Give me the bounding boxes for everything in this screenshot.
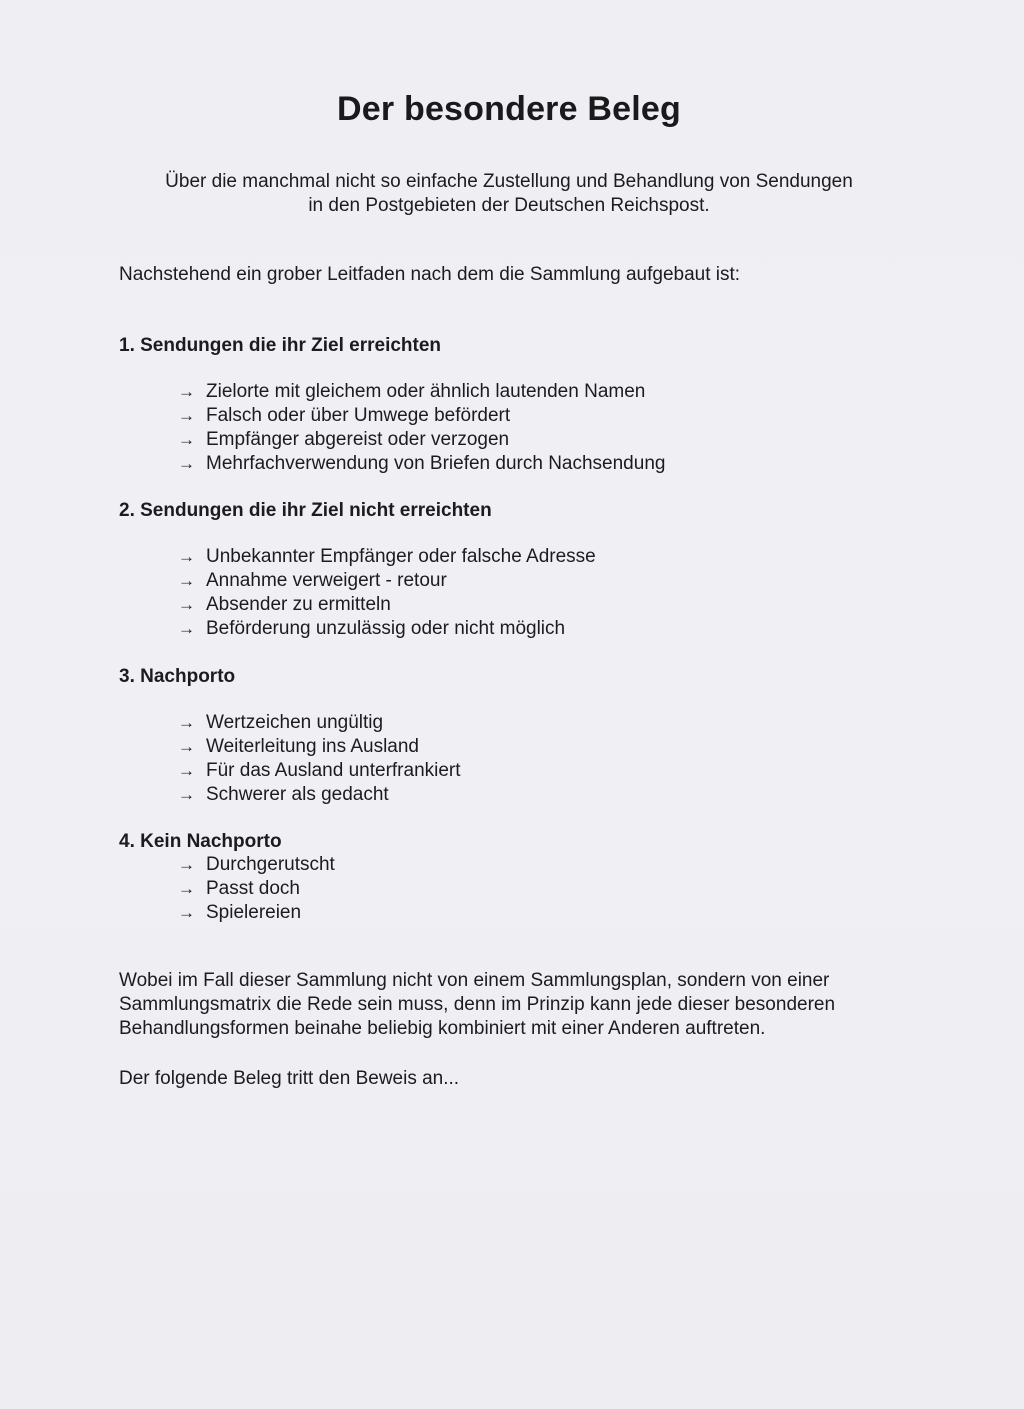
list-item-text: Mehrfachverwendung von Briefen durch Nachsendung [206, 453, 666, 474]
closing-line: Behandlungsformen beinahe beliebig kombiniert mit einer Anderen auftreten. [119, 1018, 766, 1039]
list-item [178, 759, 461, 783]
arrow-right-icon: → [178, 879, 195, 898]
final-line: Der folgende Beleg tritt den Beweis an... [119, 1068, 460, 1089]
section-heading-1: 1. Sendungen die ihr Ziel erreichten [119, 335, 442, 356]
list-item-text: Weiterleitung ins Ausland [206, 736, 419, 757]
subtitle-line: Über die manchmal nicht so einfache Zustellung und Behandlung von Sendungen [165, 171, 853, 192]
list-item [178, 617, 596, 641]
arrow-right-icon: → [178, 595, 195, 614]
arrow-right-icon: → [178, 619, 195, 638]
list-item [178, 783, 461, 807]
subtitle [0, 170, 1018, 218]
arrow-right-icon: → [178, 761, 195, 780]
section-list-3 [178, 711, 461, 807]
list-item [178, 452, 665, 476]
list-item-text: Passt doch [206, 878, 300, 899]
list-item [178, 569, 596, 593]
arrow-right-icon: → [178, 454, 195, 473]
list-item [178, 853, 335, 877]
list-item-text: Annahme verweigert - retour [206, 570, 447, 591]
list-item-text: Unbekannter Empfänger oder falsche Adresse [206, 546, 596, 567]
list-item-text: Spielereien [206, 902, 302, 923]
list-item [178, 711, 461, 735]
intro-text: Nachstehend ein grober Leitfaden nach dem die Sammlung aufgebaut ist: [119, 264, 741, 285]
arrow-right-icon: → [178, 737, 195, 756]
arrow-right-icon: → [178, 571, 195, 590]
section-list-1 [178, 380, 665, 476]
list-item-text: Falsch oder über Umwege befördert [206, 405, 511, 426]
list-item-text: Durchgerutscht [206, 854, 335, 875]
subtitle-line: in den Postgebieten der Deutschen Reichspost. [308, 195, 710, 216]
list-item [178, 877, 335, 901]
list-item-text: Für das Ausland unterfrankiert [206, 760, 461, 781]
section-heading-4: 4. Kein Nachporto [119, 831, 282, 852]
list-item-text: Empfänger abgereist oder verzogen [206, 429, 510, 450]
arrow-right-icon: → [178, 903, 195, 922]
list-item-text: Schwerer als gedacht [206, 784, 389, 805]
closing-paragraph [119, 969, 919, 1041]
list-item [178, 735, 461, 759]
closing-line: Wobei im Fall dieser Sammlung nicht von einem Sammlungsplan, sondern von einer [119, 970, 830, 991]
list-item [178, 428, 665, 452]
list-item [178, 545, 596, 569]
closing-line: Sammlungsmatrix die Rede sein muss, denn im Prinzip kann jede dieser besonderen [119, 994, 836, 1015]
section-list-2 [178, 545, 596, 641]
arrow-right-icon: → [178, 430, 195, 449]
list-item [178, 380, 665, 404]
list-item-text: Beförderung unzulässig oder nicht möglich [206, 618, 566, 639]
list-item-text: Absender zu ermitteln [206, 594, 391, 615]
section-list-4 [178, 853, 335, 925]
list-item [178, 593, 596, 617]
arrow-right-icon: → [178, 382, 195, 401]
arrow-right-icon: → [178, 406, 195, 425]
arrow-right-icon: → [178, 547, 195, 566]
list-item [178, 404, 665, 428]
section-heading-3: 3. Nachporto [119, 666, 236, 687]
list-item [178, 901, 335, 925]
arrow-right-icon: → [178, 785, 195, 804]
section-heading-2: 2. Sendungen die ihr Ziel nicht erreichten [119, 500, 492, 521]
arrow-right-icon: → [178, 713, 195, 732]
list-item-text: Zielorte mit gleichem oder ähnlich lautenden Namen [206, 381, 646, 402]
page-title: Der besondere Beleg [337, 90, 681, 128]
list-item-text: Wertzeichen ungültig [206, 712, 384, 733]
arrow-right-icon: → [178, 855, 195, 874]
